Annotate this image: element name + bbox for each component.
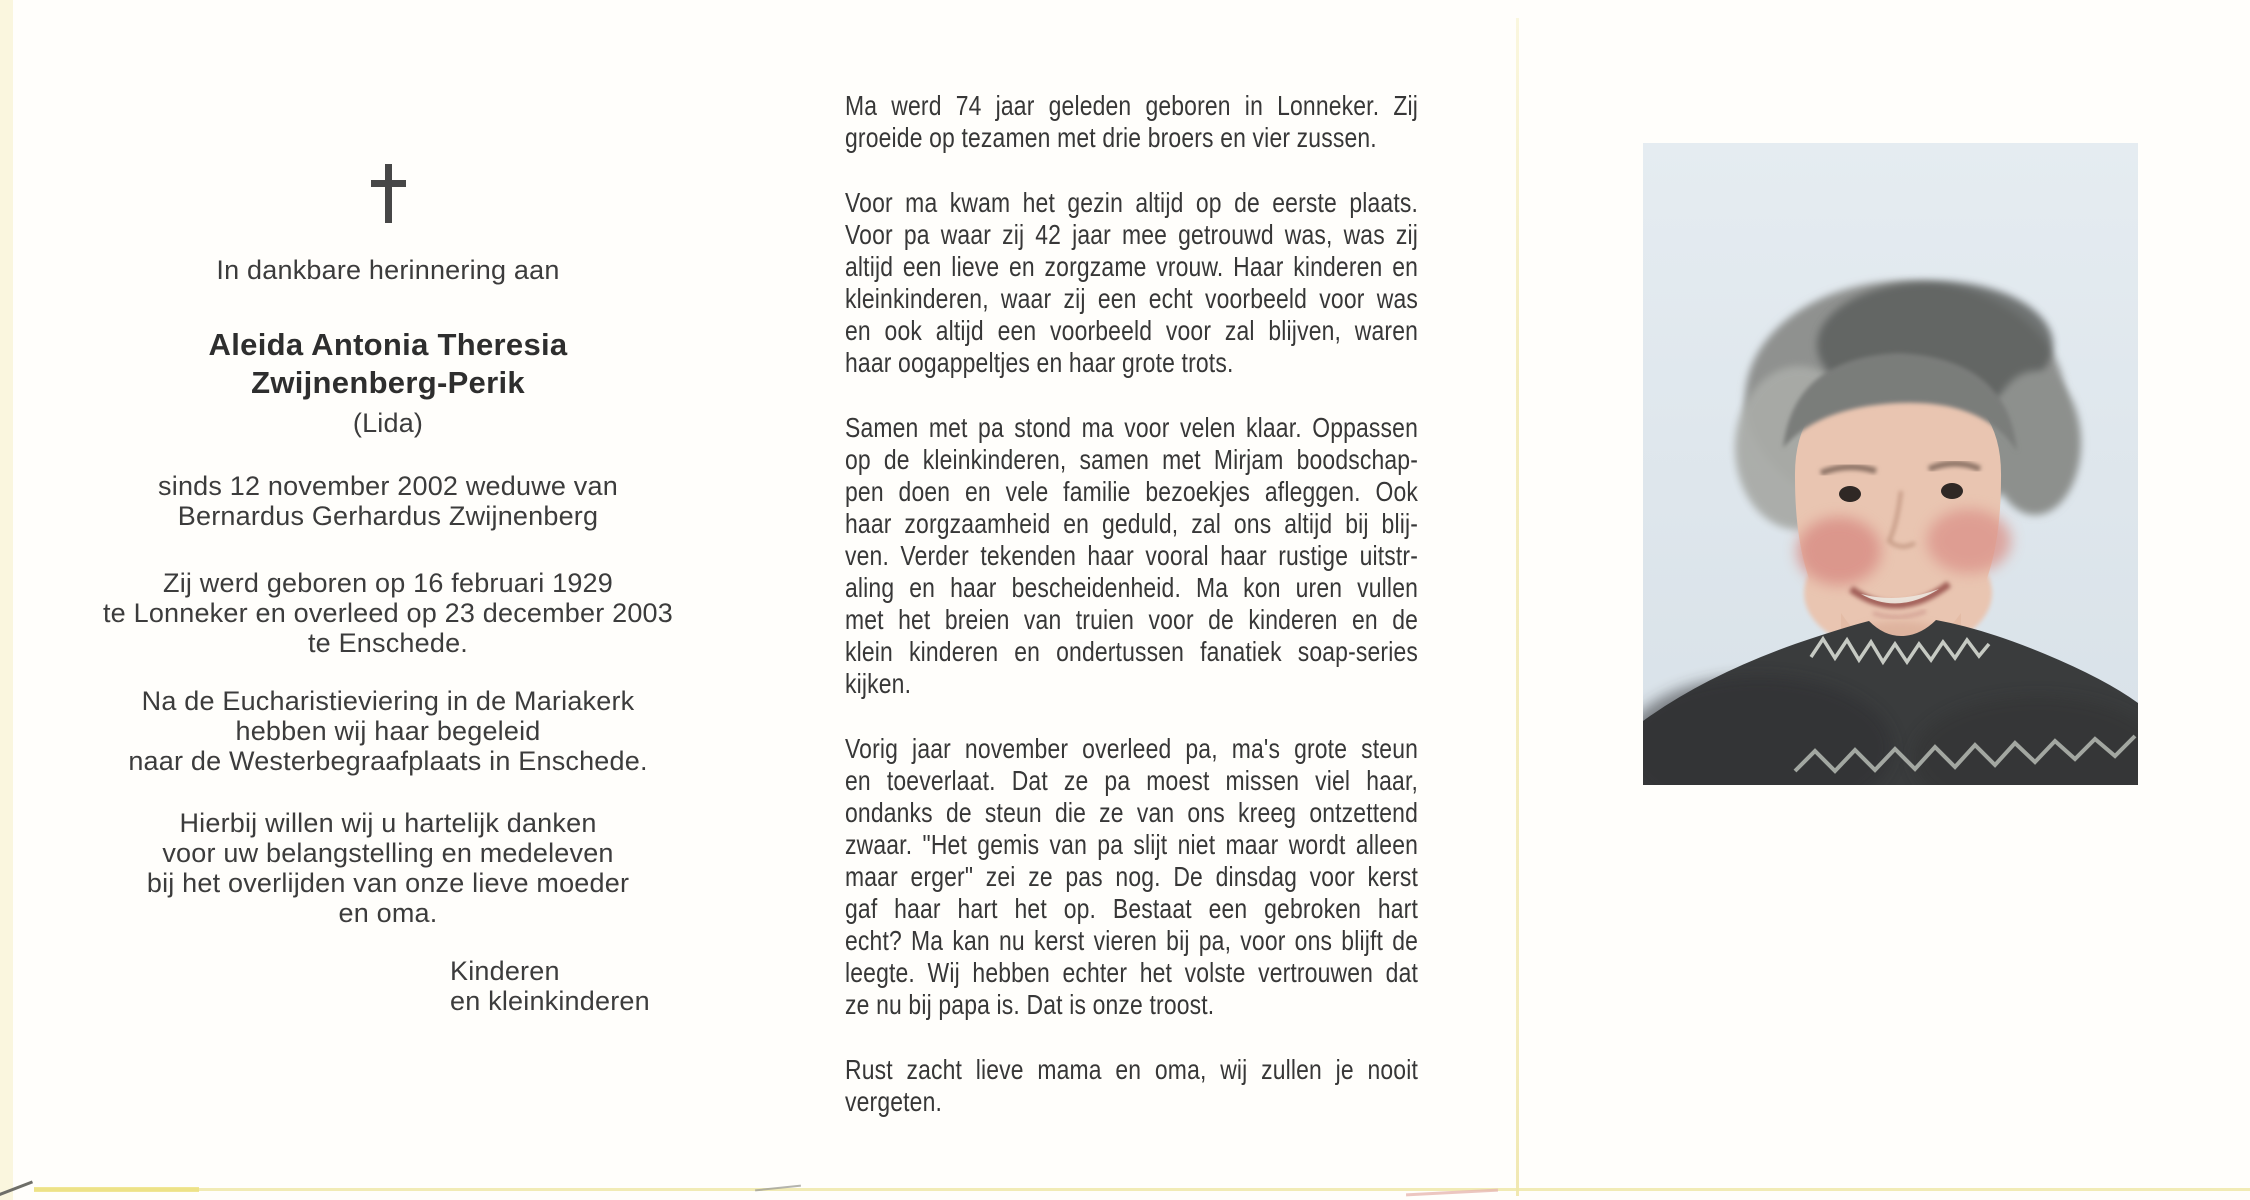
- text-line: sinds 12 november 2002 weduwe van: [158, 471, 618, 501]
- text-line: altijd een lieve en zorgzame vrouw. Haar kinderen en: [845, 251, 1419, 282]
- hair-right: [1989, 371, 2081, 515]
- text-line: met het breien van truien voor de kinderen en de: [845, 604, 1419, 635]
- text-line: bij het overlijden van onze lieve moeder: [146, 868, 630, 898]
- text-line: te Enschede.: [307, 628, 468, 658]
- nickname-line: (Lida): [352, 408, 424, 438]
- cheek-left: [1797, 517, 1881, 585]
- intro-line: In dankbare herinnering aan: [216, 255, 560, 285]
- text-line: ven. Verder tekenden haar vooral haar rustige uitstr-: [845, 540, 1419, 571]
- text-line: leegte. Wij hebben echter het volste vertrouwen dat: [845, 957, 1419, 988]
- text-line: en toeverlaat. Dat ze pa moest missen viel haar,: [845, 765, 1419, 796]
- bio-paragraph: [845, 187, 1418, 379]
- text-line: voor uw belangstelling en medeleven: [162, 838, 614, 868]
- text-line: Voor ma kwam het gezin altijd op de eerste plaats.: [845, 187, 1419, 218]
- text-line: haar zorgzaamheid en geduld, zal ons altijd bij blij-: [845, 508, 1419, 539]
- text-line: Voor pa waar zij 42 jaar mee getrouwd was, was zij: [845, 219, 1419, 250]
- portrait-photo: [1643, 143, 2138, 785]
- text-line: en oma.: [338, 898, 438, 928]
- text-line: gaf haar hart het op. Bestaat een gebroken hart: [845, 893, 1419, 924]
- name-line-2: Zwijnenberg-Perik: [251, 365, 525, 400]
- birth-death-block: [58, 568, 718, 658]
- text-line: zwaar. "Het gemis van pa slijt niet maar wordt alleen: [845, 829, 1419, 860]
- text-line: groeide op tezamen met drie broers en vier zussen.: [845, 122, 1377, 153]
- text-line: Bernardus Gerhardus Zwijnenberg: [177, 501, 599, 531]
- text-line: Kinderen: [450, 956, 560, 986]
- thanks-block: [58, 808, 718, 928]
- text-line: Samen met pa stond ma voor velen klaar. Oppassen: [845, 412, 1419, 443]
- text-line: Na de Eucharistieviering in de Mariakerk: [141, 686, 635, 716]
- bio-paragraph: [845, 733, 1418, 1021]
- service-block: [58, 686, 718, 776]
- bio-paragraph: [845, 412, 1418, 700]
- text-line: vergeten.: [845, 1086, 943, 1117]
- text-line: naar de Westerbegraafplaats in Enschede.: [128, 746, 648, 776]
- signature-block: [450, 956, 750, 1016]
- text-line: Hierbij willen wij u hartelijk danken: [179, 808, 597, 838]
- text-line: klein kinderen en ondertussen fanatiek soap-series: [845, 636, 1419, 667]
- left-panel: [0, 0, 780, 1200]
- text-line: haar oogappeltjes en haar grote trots.: [845, 347, 1234, 378]
- bio-paragraph: [845, 1054, 1418, 1118]
- widow-block: [58, 471, 718, 531]
- bio-paragraph: [845, 90, 1418, 154]
- cheek-right: [1927, 509, 2011, 573]
- text-line: en ook altijd een voorbeeld voor zal blijven, waren: [845, 315, 1419, 346]
- eye-left: [1839, 486, 1861, 502]
- text-line: kijken.: [845, 668, 912, 699]
- text-line: Ma werd 74 jaar geleden geboren in Lonneker. Zij: [845, 90, 1419, 121]
- text-line: pen doen en vele familie bezoekjes afleggen. Ook: [845, 476, 1419, 507]
- text-line: te Lonneker en overleed op 23 december 2003: [102, 598, 673, 628]
- text-line: hebben wij haar begeleid: [235, 716, 541, 746]
- text-line: op de kleinkinderen, samen met Mirjam boodschap-: [845, 444, 1419, 475]
- deceased-name: [58, 326, 718, 402]
- right-panel: [1517, 0, 2250, 1200]
- text-line: ze nu bij papa is. Dat is onze troost.: [845, 989, 1215, 1020]
- text-line: aling en haar bescheidenheid. Ma kon uren vullen: [845, 572, 1419, 603]
- text-line: ondanks de steun die ze van ons kreeg ontzettend: [845, 797, 1419, 828]
- text-line: Vorig jaar november overleed pa, ma's grote steun: [845, 733, 1419, 764]
- biography-text: [845, 90, 1418, 1151]
- text-line: echt? Ma kan nu kerst vieren bij pa, voor ons blijft de: [845, 925, 1419, 956]
- text-line: kleinkinderen, waar zij een echt voorbeeld voor was: [845, 283, 1419, 314]
- name-line-1: Aleida Antonia Theresia: [208, 327, 568, 362]
- text-line: en kleinkinderen: [450, 986, 650, 1016]
- text-line: Rust zacht lieve mama en oma, wij zullen je nooit: [845, 1054, 1419, 1085]
- text-line: Zij werd geboren op 16 februari 1929: [163, 568, 613, 598]
- eye-right: [1941, 483, 1963, 499]
- text-line: maar erger" zei ze pas nog. De dinsdag voor kerst: [845, 861, 1419, 892]
